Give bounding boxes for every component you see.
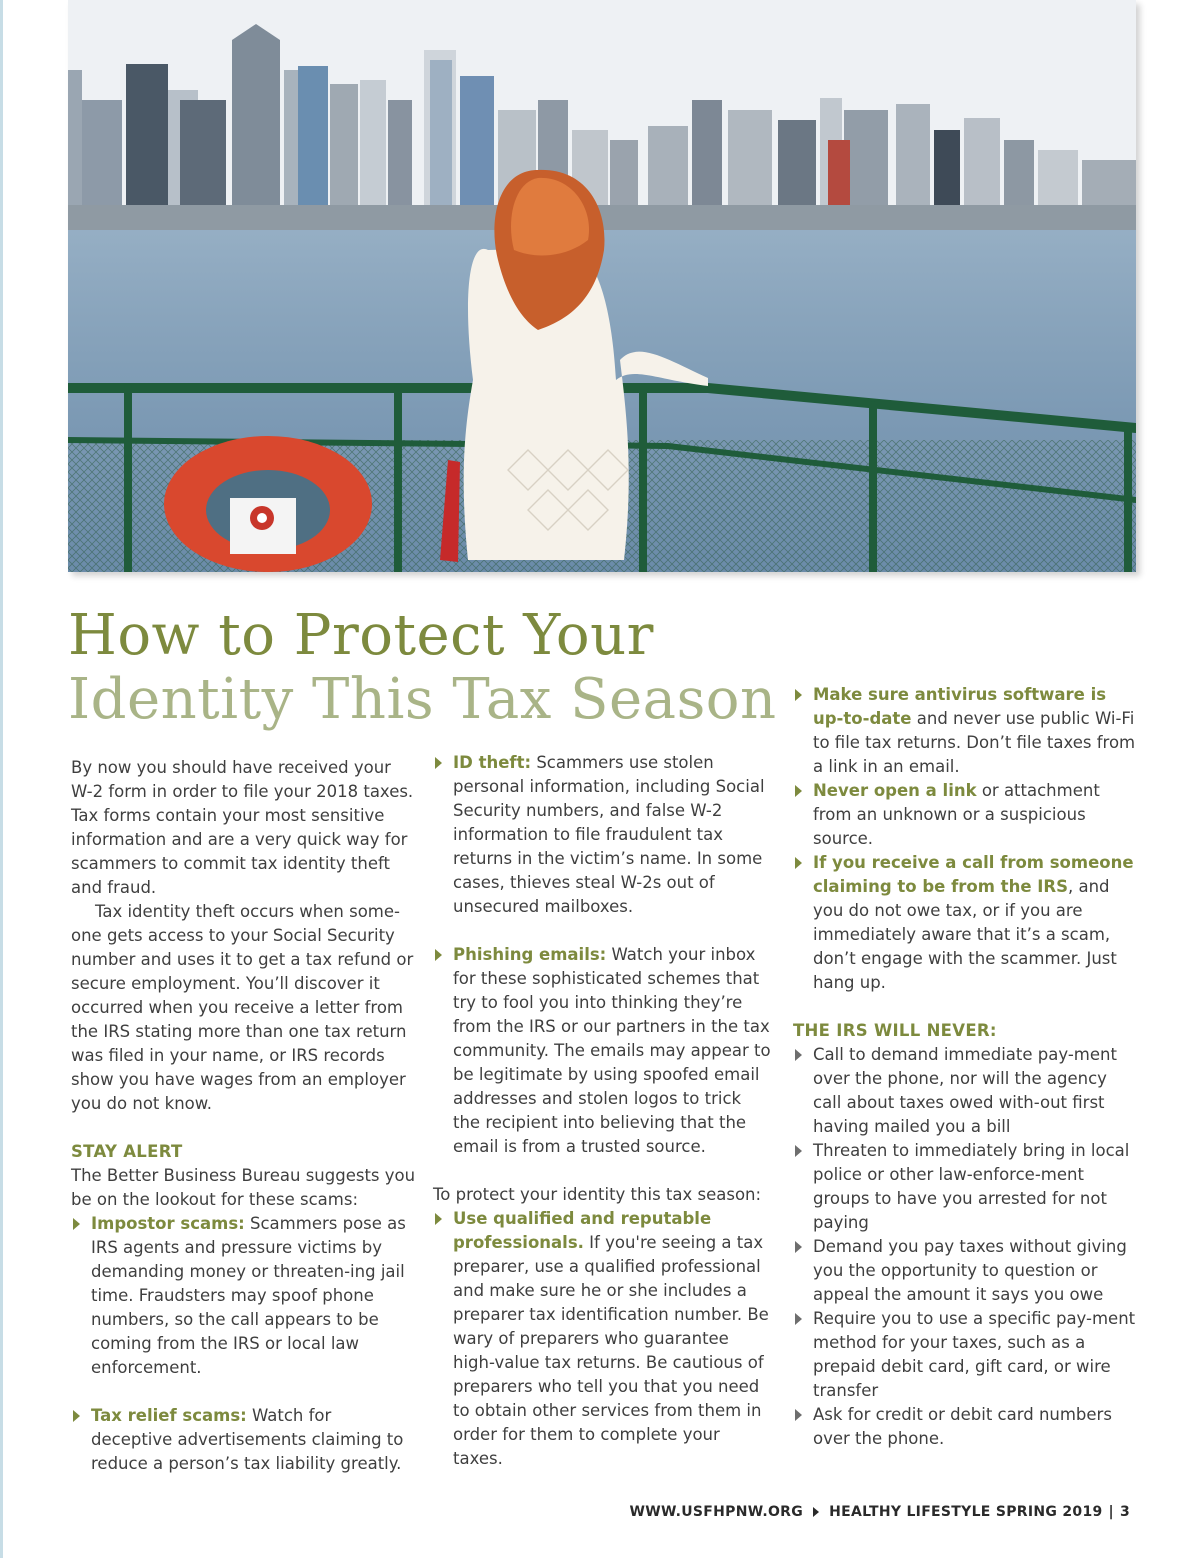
irs-never-item — [793, 1307, 1138, 1403]
scam-item-id-theft — [433, 751, 773, 919]
page-edge-rule — [0, 0, 3, 1558]
scam-item-impostor — [71, 1212, 416, 1380]
footer-arrow-icon — [813, 1507, 819, 1517]
bullet-arrow-icon — [795, 689, 802, 701]
irs-never-heading: THE IRS WILL NEVER: — [793, 1021, 997, 1040]
footer-publication: HEALTHY LIFESTYLE SPRING 2019 — [829, 1504, 1103, 1520]
bullet-arrow-icon — [795, 785, 802, 797]
page-footer — [630, 1504, 1130, 1520]
bullet-arrow-icon — [73, 1410, 80, 1422]
bullet-arrow-icon — [795, 1409, 802, 1421]
tip-term: Never open a link — [813, 781, 977, 800]
column-3 — [793, 635, 1138, 1451]
hero-photo — [68, 0, 1136, 572]
scam-term: Tax relief scams: — [91, 1406, 247, 1425]
tip-item-antivirus — [793, 683, 1138, 779]
scam-text: Scammers pose as IRS agents and pressure victims by demanding money or threaten-ing jail time. Fraudsters may spoof phone numbers, so the call appears to be coming from the IRS or local law enforcement. — [91, 1214, 406, 1377]
protect-lead: To protect your identity this tax season: — [433, 1185, 762, 1204]
bullet-arrow-icon — [795, 1313, 802, 1325]
irs-never-item — [793, 1235, 1138, 1307]
scam-item-tax-relief — [71, 1404, 416, 1476]
tip-text: If you're seeing a tax preparer, use a qualified professional and make sure he or she includes a preparer tax identification number. Be wary of preparers who guarantee high-value tax returns. Be cautious of preparers who tell you that you need to obtain other services from them in order for them to complete your taxes. — [453, 1233, 769, 1468]
irs-never-text: Threaten to immediately bring in local police or other law-enforce-ment groups to have you arrested for not paying — [813, 1141, 1130, 1232]
irs-never-text: Ask for credit or debit card numbers over the phone. — [813, 1405, 1112, 1448]
bullet-arrow-icon — [435, 1213, 442, 1225]
bullet-arrow-icon — [795, 1145, 802, 1157]
bullet-arrow-icon — [73, 1218, 80, 1230]
tip-text: and never use public Wi-Fi to file tax returns. Don’t file taxes from a link in an email. — [813, 709, 1136, 776]
tip-text: , and you do not owe tax, or if you are immediately aware that it’s a scam, don’t engage with the scammer. Just hang up. — [813, 877, 1117, 992]
intro-paragraph-2: Tax identity theft occurs when some-one gets access to your Social Security number and uses it to get a tax refund or secure employment. You’ll discover it occurred when you receive a letter from the IRS stating more than one tax return was filed in your name, or IRS records show you have wages from an employer you do not know. — [71, 902, 414, 1113]
title-line-2: Identity This Tax Season — [68, 667, 777, 732]
stay-alert-lead: The Better Business Bureau suggests you be on the lookout for these scams: — [71, 1166, 416, 1209]
bullet-arrow-icon — [795, 1241, 802, 1253]
tip-term: Make sure antivirus software is up-to-date — [813, 685, 1107, 728]
footer-url[interactable]: WWW.USFHPNW.ORG — [629, 1504, 804, 1520]
scam-term: Impostor scams: — [91, 1214, 245, 1233]
irs-never-text: Demand you pay taxes without giving you the opportunity to question or appeal the amount it says you owe — [813, 1237, 1127, 1304]
column-1 — [71, 756, 416, 1476]
bullet-arrow-icon — [795, 857, 802, 869]
scam-term: Phishing emails: — [453, 945, 607, 964]
ferry-skyline-illustration — [68, 0, 1136, 572]
footer-separator: | — [1108, 1504, 1114, 1520]
scam-text: Scammers use stolen personal information, including Social Security numbers, and false W-2 information to file fraudulent tax returns in the victim’s name. In some cases, thieves steal W-2s out of unsecured mailboxes. — [453, 753, 765, 916]
tip-text: or attachment from an unknown or a suspicious source. — [813, 781, 1100, 848]
column-2 — [433, 751, 773, 1471]
article-title — [68, 604, 777, 732]
stay-alert-heading: STAY ALERT — [71, 1142, 183, 1161]
bullet-arrow-icon — [435, 949, 442, 961]
tip-item-qualified-professionals — [433, 1207, 773, 1471]
tip-item-never-open-link — [793, 779, 1138, 851]
bullet-arrow-icon — [795, 1049, 802, 1061]
irs-never-text: Require you to use a specific pay-ment method for your taxes, such as a prepaid debit card, gift card, or wire transfer — [813, 1309, 1136, 1400]
page-number: 3 — [1119, 1504, 1130, 1520]
irs-never-item — [793, 1403, 1138, 1451]
irs-never-text: Call to demand immediate pay-ment over the phone, nor will the agency call about taxes owed with-out first having mailed you a bill — [813, 1045, 1117, 1136]
scam-term: ID theft: — [453, 753, 532, 772]
tip-term: If you receive a call from someone claiming to be from the IRS — [813, 853, 1134, 896]
scam-text: Watch for deceptive advertisements claiming to reduce a person’s tax liability greatly. — [91, 1406, 404, 1473]
irs-never-item — [793, 1043, 1138, 1139]
title-line-1: How to Protect Your — [68, 603, 654, 668]
irs-never-item — [793, 1139, 1138, 1235]
scam-item-phishing — [433, 943, 773, 1159]
intro-paragraph-1: By now you should have received your W-2 form in order to file your 2018 taxes. Tax forms contain your most sensitive information and are a very quick way for scammers to commit tax identity theft and fraud. — [71, 758, 414, 897]
scam-text: Watch your inbox for these sophisticated schemes that try to fool you into thinking they’re from the IRS or our partners in the tax community. The emails may appear to be legitimate by using spoofed email addresses and stolen logos to trick the recipient into believing that the email is from a trusted source. — [453, 945, 771, 1156]
life-ring — [164, 436, 372, 572]
tip-term: Use qualified and reputable professionals. — [453, 1209, 712, 1252]
bullet-arrow-icon — [435, 757, 442, 769]
tip-item-irs-call — [793, 851, 1138, 995]
